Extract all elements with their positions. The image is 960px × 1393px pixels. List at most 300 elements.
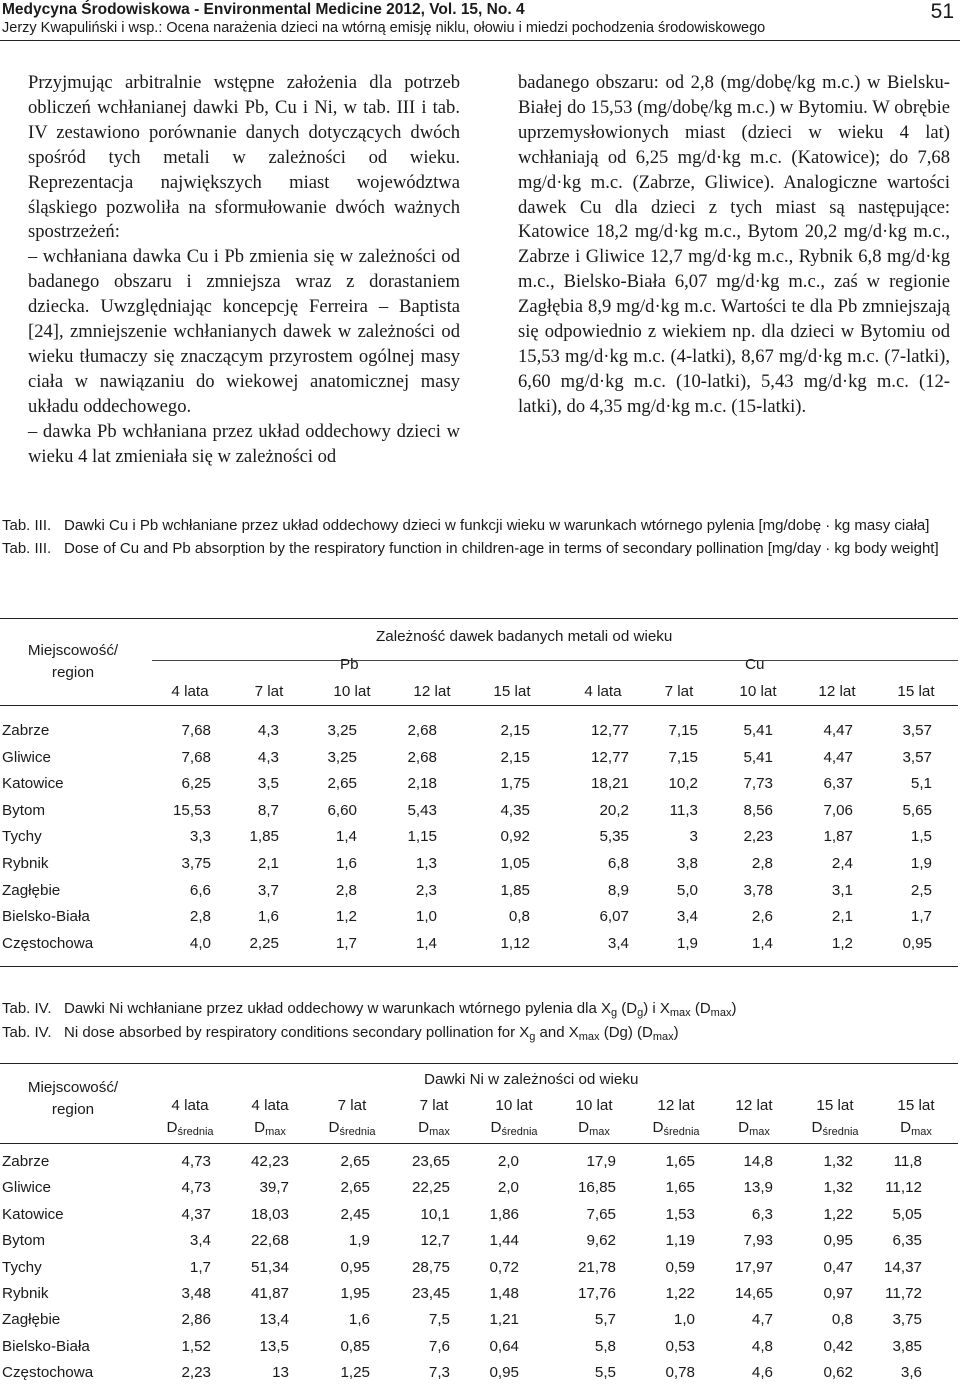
col-header-region-line: Miejscowość/ <box>27 642 119 659</box>
table-row <box>0 1259 958 1283</box>
table-cell: 23,45 <box>411 1285 450 1302</box>
table-cell: 5,1 <box>910 775 932 793</box>
col-header-age: 7 lat <box>664 683 694 700</box>
table-cell: 16,85 <box>577 1179 616 1197</box>
stat-subscript: średnia <box>177 1126 214 1138</box>
caption-subscript: max <box>669 1007 691 1019</box>
table-cell: 1,21 <box>489 1311 519 1329</box>
table-cell: 3,4 <box>676 908 698 926</box>
table-cell: 7,73 <box>743 775 773 793</box>
caption-text-pl <box>64 998 957 1022</box>
group-header-cu: Cu <box>745 656 765 673</box>
row-region: Częstochowa <box>2 1364 94 1382</box>
table-row <box>0 1311 958 1335</box>
col-header-age: 12 lat <box>413 683 451 700</box>
table-cell: 3,75 <box>181 855 211 872</box>
table-cell: 6,07 <box>599 908 629 926</box>
table-cell: 12,77 <box>590 748 629 766</box>
table-cell: 2,0 <box>497 1153 519 1170</box>
article-authors-title: Jerzy Kwapuliński i wsp.: Ocena narażenia dzieci na wtórną emisję niklu, ołowiu i miedzi pochodzenia środowiskowego <box>2 20 766 36</box>
table-cell: 1,22 <box>823 1205 853 1223</box>
table-row <box>0 935 958 959</box>
table-cell: 2,65 <box>340 1153 370 1170</box>
col-header-age: 4 lata <box>171 1097 209 1114</box>
table-cell: 21,78 <box>577 1258 616 1276</box>
bullet-item: – wchłaniana dawka Cu i Pb zmienia się w zależności od badanego obszaru i zmniejsza wraz z dorastaniem dziecka. Uwzględniając koncepcję Ferreira – Baptista [24], zmniejszenie wchłanianych dawek w zależności od wieku tłumaczy się znaczącym przyrostem ogólnej masy ciała w nawiązaniu do wiekowej anatomicznej masy układu oddechowego. <box>28 246 460 417</box>
table-cell: 4,7 <box>751 1311 773 1329</box>
table-cell: 10,2 <box>668 775 698 793</box>
col-header-age: 10 lat <box>333 683 371 700</box>
caption-part: ) <box>731 1000 737 1017</box>
row-region: Bielsko-Biała <box>2 1337 90 1355</box>
table-cell: 1,6 <box>257 908 279 926</box>
table-row <box>0 1338 958 1362</box>
table-cell: 1,85 <box>500 881 530 899</box>
col-header-stat <box>472 1119 556 1136</box>
caption-subscript: g <box>529 1030 536 1043</box>
table-cell: 2,8 <box>335 881 357 899</box>
table-rule <box>0 966 958 967</box>
table-cell: 2,25 <box>249 934 279 952</box>
caption-part: (Dg) (D <box>599 1023 653 1041</box>
table-rule <box>0 705 958 706</box>
table-cell: 5,43 <box>407 801 437 819</box>
table-cell: 17,9 <box>586 1153 616 1170</box>
col-header-age: 12 lat <box>657 1097 695 1114</box>
table-cell: 7,6 <box>428 1337 450 1355</box>
table-cell: 0,42 <box>823 1337 853 1355</box>
row-region: Zagłębie <box>2 881 61 899</box>
table-cell: 1,86 <box>489 1205 519 1223</box>
table-cell: 22,25 <box>411 1179 450 1197</box>
caption-label: Tab. IV. <box>2 1023 52 1041</box>
table-row <box>0 1179 958 1203</box>
stat-subscript: max <box>429 1126 450 1138</box>
caption-part: Ni dose absorbed by respiratory conditions secondary pollination for X <box>64 1023 530 1041</box>
caption-part: ) i X <box>643 1000 670 1017</box>
caption-label: Tab. III. <box>2 517 52 534</box>
table-cell: 14,8 <box>743 1153 773 1170</box>
page-number: 51 <box>930 0 954 23</box>
table-cell: 2,8 <box>189 908 211 926</box>
table-cell: 1,4 <box>415 934 437 952</box>
table-cell: 20,2 <box>599 801 629 819</box>
col-header-age: 7 lat <box>419 1097 449 1114</box>
table-cell: 0,92 <box>500 828 530 846</box>
caption-part: ) <box>673 1023 679 1041</box>
table-cell: 1,7 <box>189 1258 211 1276</box>
table-cell: 3,6 <box>900 1364 922 1382</box>
header-rule <box>0 40 960 41</box>
table-cell: 7,3 <box>428 1364 450 1382</box>
table-cell: 2,3 <box>415 881 437 899</box>
table-cell: 9,62 <box>586 1232 616 1250</box>
table-cell: 4,3 <box>257 748 279 766</box>
caption-part: and X <box>535 1023 579 1041</box>
table-cell: 0,62 <box>823 1364 853 1382</box>
stat-subscript: średnia <box>822 1126 859 1138</box>
stat-subscript: średnia <box>663 1126 700 1138</box>
col-header-age: 10 lat <box>575 1097 613 1114</box>
group-header-pb: Pb <box>340 656 359 673</box>
stat-symbol: D <box>652 1119 664 1136</box>
col-header-stat <box>310 1119 394 1136</box>
table-cell: 1,95 <box>340 1285 370 1302</box>
table-cell: 13,9 <box>743 1179 773 1197</box>
table-cell: 12,7 <box>420 1232 450 1250</box>
caption-text-en: Dose of Cu and Pb absorption by the respiratory function in children-age in terms of secondary pollination [mg/day · kg body weight] <box>64 539 939 557</box>
table-cell: 5,5 <box>594 1364 616 1382</box>
col-header-age: 15 lat <box>816 1097 854 1114</box>
table-cell: 1,05 <box>500 855 530 872</box>
caption-text-en <box>64 1022 957 1046</box>
table-cell: 2,15 <box>500 748 530 766</box>
table-cell: 3,7 <box>257 881 279 899</box>
table-cell: 2,68 <box>407 748 437 766</box>
table-cell: 1,44 <box>489 1232 519 1250</box>
table-cell: 17,97 <box>734 1258 773 1276</box>
col-header-age: 15 lat <box>897 1097 935 1114</box>
table-cell: 1,7 <box>335 934 357 952</box>
table-cell: 2,8 <box>751 855 773 872</box>
caption-label: Tab. III. <box>2 539 52 557</box>
table-cell: 1,6 <box>335 855 357 872</box>
table-cell: 2,6 <box>751 908 773 926</box>
stat-symbol: D <box>811 1119 823 1136</box>
table-cell: 2,4 <box>831 855 853 872</box>
stat-subscript: średnia <box>339 1126 376 1138</box>
table-row <box>0 855 958 879</box>
table-cell: 7,68 <box>181 748 211 766</box>
table-cell: 2,23 <box>743 828 773 846</box>
row-region: Tychy <box>2 1258 42 1276</box>
table-cell: 4,35 <box>500 801 530 819</box>
table-3-caption <box>2 515 957 560</box>
table-cell: 7,65 <box>586 1205 616 1223</box>
table-cell: 5,65 <box>902 801 932 819</box>
table-cell: 15,53 <box>172 801 211 819</box>
span-header: Dawki Ni w zależności od wieku <box>424 1071 639 1088</box>
row-region: Katowice <box>2 775 64 793</box>
col-header-stat <box>712 1119 796 1136</box>
table-cell: 3,5 <box>257 775 279 793</box>
table-cell: 1,87 <box>823 828 853 846</box>
table-cell: 1,48 <box>489 1285 519 1302</box>
caption-subscript: max <box>710 1007 732 1019</box>
table-cell: 13,4 <box>259 1311 289 1329</box>
caption-subscript: g <box>610 1007 618 1019</box>
row-region: Zagłębie <box>2 1311 61 1329</box>
table-cell: 1,3 <box>415 855 437 872</box>
table-cell: 6,60 <box>327 801 357 819</box>
row-region: Częstochowa <box>2 934 94 952</box>
caption-part: Dawki Ni wchłaniane przez układ oddechowy w warunkach wtórnego pylenia dla X <box>64 1000 611 1017</box>
col-header-region <box>8 640 138 684</box>
stat-symbol: D <box>578 1119 590 1136</box>
body-column-right <box>518 71 950 420</box>
table-cell: 5,8 <box>594 1337 616 1355</box>
table-rule <box>0 618 958 619</box>
table-cell: 3,1 <box>831 881 853 899</box>
table-cell: 3,75 <box>892 1311 922 1329</box>
col-header-age: 10 lat <box>495 1097 533 1114</box>
table-cell: 1,85 <box>249 828 279 846</box>
table-cell: 4,47 <box>823 748 853 766</box>
table-cell: 0,64 <box>489 1337 519 1355</box>
table-cell: 8,56 <box>743 801 773 819</box>
table-cell: 5,41 <box>743 722 773 739</box>
table-cell: 0,95 <box>902 934 932 952</box>
table-cell: 1,75 <box>500 775 530 793</box>
row-region: Gliwice <box>2 1179 51 1197</box>
table-cell: 4,37 <box>181 1205 211 1223</box>
table-cell: 14,65 <box>734 1285 773 1302</box>
table-cell: 0,95 <box>823 1232 853 1250</box>
col-header-stat <box>634 1119 718 1136</box>
table-cell: 1,19 <box>665 1232 695 1250</box>
table-cell: 0,8 <box>831 1311 853 1329</box>
table-cell: 5,7 <box>594 1311 616 1329</box>
table-cell: 2,1 <box>257 855 279 872</box>
table-cell: 3 <box>689 828 698 846</box>
table-cell: 1,0 <box>415 908 437 926</box>
stat-symbol: D <box>900 1119 912 1136</box>
table-cell: 0,53 <box>665 1337 695 1355</box>
table-cell: 11,8 <box>893 1153 922 1170</box>
table-cell: 0,72 <box>489 1258 519 1276</box>
table-cell: 0,97 <box>823 1285 853 1302</box>
table-cell: 1,9 <box>910 855 932 872</box>
table-cell: 0,59 <box>665 1258 695 1276</box>
row-region: Rybnik <box>2 855 49 872</box>
table-cell: 1,32 <box>823 1179 853 1197</box>
table-cell: 1,7 <box>910 908 932 926</box>
row-region: Tychy <box>2 828 42 846</box>
table-4 <box>0 1063 958 1391</box>
table-cell: 5,35 <box>599 828 629 846</box>
table-cell: 8,9 <box>607 881 629 899</box>
row-region: Katowice <box>2 1205 64 1223</box>
col-header-age: 7 lat <box>337 1097 367 1114</box>
stat-symbol: D <box>254 1119 266 1136</box>
table-cell: 2,68 <box>407 722 437 739</box>
stat-subscript: średnia <box>501 1126 538 1138</box>
table-cell: 12,77 <box>590 722 629 739</box>
col-header-age: 4 lata <box>251 1097 289 1114</box>
table-cell: 18,03 <box>250 1205 289 1223</box>
table-cell: 2,45 <box>340 1205 370 1223</box>
table-cell: 28,75 <box>411 1258 450 1276</box>
table-cell: 3,48 <box>181 1285 211 1302</box>
table-row <box>0 749 958 773</box>
table-row <box>0 1206 958 1230</box>
table-cell: 4,73 <box>181 1153 211 1170</box>
table-cell: 18,21 <box>590 775 629 793</box>
table-cell: 5,41 <box>743 748 773 766</box>
table-cell: 1,65 <box>665 1153 695 1170</box>
table-cell: 10,1 <box>420 1205 450 1223</box>
table-4-caption <box>2 998 957 1045</box>
table-cell: 6,37 <box>823 775 853 793</box>
table-cell: 13,5 <box>259 1337 289 1355</box>
table-cell: 1,52 <box>181 1337 211 1355</box>
table-cell: 2,0 <box>497 1179 519 1197</box>
col-header-region-line: region <box>51 1101 95 1118</box>
table-cell: 3,3 <box>189 828 211 846</box>
table-cell: 0,95 <box>489 1364 519 1382</box>
table-cell: 1,4 <box>335 828 357 846</box>
span-header: Zależność dawek badanych metali od wieku <box>376 628 673 645</box>
caption-subscript: max <box>652 1030 674 1043</box>
caption-subscript: g <box>637 1007 644 1019</box>
table-cell: 22,68 <box>250 1232 289 1250</box>
caption-subscript: max <box>578 1030 600 1043</box>
col-header-stat <box>392 1119 476 1136</box>
table-cell: 1,0 <box>673 1311 695 1329</box>
table-cell: 3,4 <box>189 1232 211 1250</box>
row-region: Bytom <box>2 1232 46 1250</box>
table-cell: 1,5 <box>910 828 932 846</box>
col-header-stat <box>552 1119 636 1136</box>
table-cell: 41,87 <box>250 1285 289 1302</box>
table-cell: 1,9 <box>676 934 698 952</box>
row-region: Bytom <box>2 801 46 819</box>
row-region: Gliwice <box>2 748 51 766</box>
table-cell: 5,05 <box>892 1205 922 1223</box>
table-cell: 14,37 <box>883 1258 922 1276</box>
col-header-stat <box>874 1119 958 1136</box>
stat-symbol: D <box>490 1119 502 1136</box>
table-row <box>0 1232 958 1256</box>
table-cell: 2,5 <box>910 881 932 899</box>
col-header-stat <box>793 1119 877 1136</box>
table-cell: 4,8 <box>751 1337 773 1355</box>
col-header-stat <box>228 1119 312 1136</box>
row-region: Zabrze <box>2 722 50 739</box>
col-header-age: 12 lat <box>818 683 856 700</box>
table-cell: 39,7 <box>259 1179 289 1197</box>
table-cell: 1,2 <box>831 934 853 952</box>
row-region: Bielsko-Biała <box>2 908 90 926</box>
col-header-stat <box>148 1119 232 1136</box>
stat-symbol: D <box>418 1119 430 1136</box>
table-cell: 2,86 <box>181 1311 211 1329</box>
table-cell: 1,2 <box>335 908 357 926</box>
table-cell: 6,8 <box>607 855 629 872</box>
table-cell: 0,8 <box>508 908 530 926</box>
table-cell: 3,8 <box>676 855 698 872</box>
table-row <box>0 828 958 852</box>
caption-part: (D <box>690 1000 711 1017</box>
table-cell: 4,3 <box>257 722 279 739</box>
table-cell: 8,7 <box>257 801 279 819</box>
table-cell: 6,6 <box>189 881 211 899</box>
table-cell: 0,95 <box>340 1258 370 1276</box>
table-cell: 11,3 <box>669 801 698 819</box>
table-row <box>0 882 958 906</box>
table-cell: 3,25 <box>327 722 357 739</box>
col-header-age: 7 lat <box>254 683 284 700</box>
table-cell: 0,78 <box>665 1364 695 1382</box>
table-cell: 4,73 <box>181 1179 211 1197</box>
col-header-age: 10 lat <box>739 683 777 700</box>
table-cell: 1,12 <box>500 934 530 952</box>
stat-symbol: D <box>166 1119 178 1136</box>
stat-subscript: max <box>911 1126 932 1138</box>
table-cell: 6,25 <box>181 775 211 793</box>
caption-part: (D <box>617 1000 638 1017</box>
caption-text-pl: Dawki Cu i Pb wchłaniane przez układ oddechowy dzieci w funkcji wieku w warunkach wtórnego pylenia [mg/dobę · kg masy ciała] <box>64 517 930 534</box>
col-header-age: 4 lata <box>171 683 209 700</box>
bullet-item: – dawka Pb wchłaniana przez układ oddechowy dzieci w wieku 4 lat zmieniała się w zależności od <box>28 420 460 467</box>
table-row <box>0 1364 958 1388</box>
table-rule <box>0 1143 958 1144</box>
table-cell: 7,15 <box>668 748 698 766</box>
table-cell: 3,78 <box>743 881 773 899</box>
table-cell: 1,15 <box>407 828 437 846</box>
table-cell: 1,65 <box>665 1179 695 1197</box>
table-cell: 4,0 <box>189 934 211 952</box>
stat-subscript: max <box>265 1126 286 1138</box>
col-header-age: 15 lat <box>897 683 935 700</box>
table-row <box>0 802 958 826</box>
table-cell: 17,76 <box>577 1285 616 1302</box>
table-cell: 7,06 <box>823 801 853 819</box>
table-cell: 3,57 <box>902 722 932 739</box>
table-cell: 2,65 <box>327 775 357 793</box>
col-header-age: 15 lat <box>493 683 531 700</box>
col-header-region-line: Miejscowość/ <box>27 1079 119 1096</box>
table-cell: 4,6 <box>751 1364 773 1382</box>
table-cell: 2,1 <box>831 908 853 926</box>
row-region: Rybnik <box>2 1285 49 1302</box>
table-cell: 3,57 <box>902 748 932 766</box>
table-cell: 5,0 <box>676 881 698 899</box>
table-cell: 1,4 <box>751 934 773 952</box>
table-rule <box>0 1063 958 1064</box>
col-header-region-line: region <box>51 664 95 681</box>
table-cell: 4,47 <box>823 722 853 739</box>
table-row <box>0 722 958 746</box>
table-row <box>0 1153 958 1177</box>
table-cell: 2,15 <box>500 722 530 739</box>
table-cell: 42,23 <box>250 1153 289 1170</box>
row-region: Zabrze <box>2 1153 50 1170</box>
col-header-age: 12 lat <box>735 1097 773 1114</box>
table-3 <box>0 618 958 970</box>
table-cell: 1,25 <box>340 1364 370 1382</box>
table-cell: 1,53 <box>665 1205 695 1223</box>
table-cell: 51,34 <box>250 1258 289 1276</box>
running-header <box>2 0 765 38</box>
stat-subscript: max <box>589 1126 610 1138</box>
table-cell: 7,93 <box>743 1232 773 1250</box>
table-cell: 6,35 <box>892 1232 922 1250</box>
stat-symbol: D <box>738 1119 750 1136</box>
table-rule <box>152 660 958 661</box>
table-cell: 2,65 <box>340 1179 370 1197</box>
table-cell: 7,15 <box>668 722 698 739</box>
table-cell: 0,85 <box>340 1337 370 1355</box>
paragraph: Przyjmując arbitralnie wstępne założenia dla potrzeb obliczeń wchłanianej dawki Pb, Cu i Ni, w tab. III i tab. IV zestawiono porównanie danych dotyczących dwóch spośród tych metali w zależności od wieku. Reprezentacja największych miast województwa śląskiego pozwoliła na sformułowanie dwóch ważnych spostrzeżeń: <box>28 72 460 243</box>
table-cell: 1,9 <box>348 1232 370 1250</box>
table-cell: 1,22 <box>665 1285 695 1302</box>
stat-subscript: max <box>749 1126 770 1138</box>
table-cell: 3,4 <box>607 934 629 952</box>
table-cell: 6,3 <box>751 1205 773 1223</box>
body-column-left <box>28 71 460 470</box>
journal-title: Medycyna Środowiskowa - Environmental Medicine 2012, Vol. 15, No. 4 <box>2 1 525 18</box>
